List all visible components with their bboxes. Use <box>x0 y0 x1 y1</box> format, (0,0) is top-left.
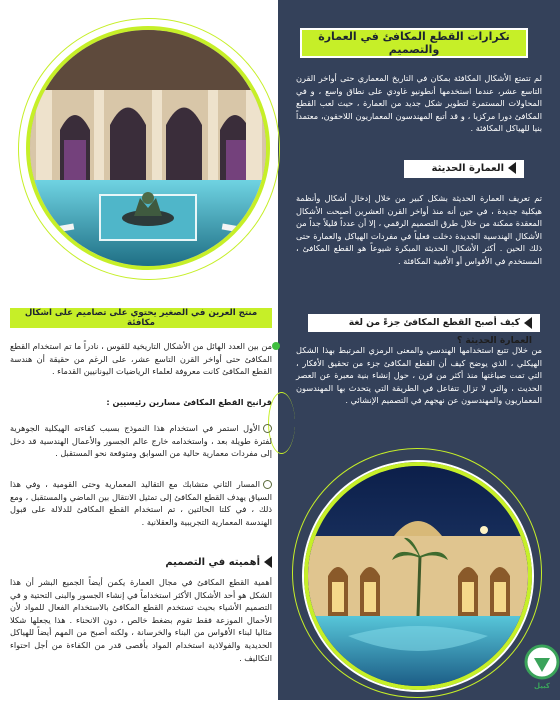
heading-importance: أهميته في التصميم <box>150 556 272 570</box>
decorative-ring-small <box>268 392 295 454</box>
green-dot-marker <box>272 342 280 350</box>
path-second: المسار الثاني متشابك مع التقاليد المعمارية وحتى القومية ، وفي هذا السياق يهدف القطع المكافئ إلى تمثيل الانتقال بين الماضي والمستقبل ، ومع ذلك ، في كلتا الحالتين ، تم استخدام القطع المكافئ للدلالة على قبول الهندسة المعمارية التجريبية والعقلانية . <box>10 479 272 527</box>
importance-paragraph: أهمية القطع المكافئ في مجال العمارة يكمن أيضاً الجميع البشر أن هذا الشكل هو أحد الأشكال الأكثر استخداماً في إنشاء الجسور والبنى التحتية و في التصميم الأشياء بحيث تستخدم القطع المكافئ بالاستخدام الفعال للمواد لأن الأحمال الموزعة فقط تقوم بضغط خالص ، دون الانحناء . هذا يجعلها شكلا مثاليا لبناء الأقواس من البناء والخرسانة ، ولكنه أصبح من المهم أيضاً للهياكل الحديدية والفولاذية استخدام المواد بأقصى قدر من الكفاءة من أجل احتواء التكاليف . <box>10 577 272 663</box>
product-paragraph: من بين العدد الهائل من الأشكال التاريخية للقوس ، نادراً ما تم استخدام القطع المكافئ حتى أواخر القرن التاسع عشر، على الرغم من حقيقة أن هندسة القطع المكافئ كانت معروفة لعلماء الرياضيات اليونانيين القدماء . <box>10 341 272 377</box>
night-courtyard-illustration <box>308 466 528 686</box>
parabola-language-paragraph: من خلال تتبع استخدامها الهندسي والمعنى الرمزي المرتبط بهذا الشكل الهيكلي ، الذي يوضح كيف أن القطع المكافئ جزء من تحقيق الأفكار ، التي تمت صياغتها منذ أكثر من قرن ، حول إنشاء بنية معبرة عن العصر الحديث ، والتي لا تزال تتفاعل في الطريقة التي يتحدث بها المهندسون المعماريون والمهندسون عن نهجهم في التصميم الإنشائي . <box>296 345 542 406</box>
brand-logo <box>520 640 560 700</box>
modern-architecture-paragraph: تم تعريف العمارة الحديثة بشكل كبير من خلال إدخال أشكال وأنظمة هيكلية جديدة ، في حين أنه منذ أواخر القرن العشرين أصبحت الأشكال المعقدة ممكنة من خلال طرق التصميم الرقمي ، إلا أن عدداً قليلاً جداً من الأشكال الهندسية الجديدة دخلت فعلياً في مفردات الهياكل والعمارة حتى ذلك الحين . أكثر الأشكال الحديثة المبكرة شيوعاً هو القطع المكافئ ، المستخدم في الأقواس أو الأقبية المكافئة . <box>296 193 542 266</box>
arched-interior-illustration <box>30 30 266 266</box>
arched-interior-photo <box>26 26 270 270</box>
bullet-ring-icon <box>263 424 272 433</box>
paths-intro: قرانيح القطع المكافئ مسارين رئيسيين : <box>106 397 272 407</box>
heading-parabola-language: كيف أصبح القطع المكافئ جزءً من لغة العمارة الحديثة ؟ <box>308 314 540 332</box>
intro-paragraph: لم تتمتع الأشكال المكافئة بمكان في التاريخ المعماري حتى أواخر القرن التاسع عشر، عندما استخدمها أنطونيو غاودي على نطاق واسع ، و في المحاولات المستمرة لتطوير شكل جديد من العمارة ، حيث لعب القطع المكافئ دورا مركزيا ، و قد أتبع المهندسون المعماريون اللاحقون، معتمداً بنيا للهياكل المكافئة . <box>296 73 542 134</box>
shield-check-icon <box>520 640 560 700</box>
product-heading: منتج العرين في الصغير يحتوي على تصاميم على اشكال مكافئة <box>10 308 272 328</box>
heading-marker-icon <box>264 556 272 568</box>
main-title: تكرارات القطع المكافئ في العمارة والتصميم <box>300 28 528 58</box>
logo-text: كبيل <box>533 682 551 690</box>
path-first: الأول استمر في استخدام هذا النموذج بسبب كفاءته الهيكلية الجوهرية لفترة طويلة بعد ، واستخدامه خارج عالم الجسور والأعمال الهندسية قد دخل إلى مفردات معمارية حالية من السوابق ومتوقعة نحو المستقبل . <box>10 423 272 459</box>
heading-marker-icon <box>508 162 516 174</box>
night-courtyard-photo <box>304 462 532 690</box>
heading-modern-architecture: العمارة الحديثة <box>404 160 524 178</box>
heading-marker-icon <box>524 317 532 329</box>
bullet-ring-icon <box>263 480 272 489</box>
